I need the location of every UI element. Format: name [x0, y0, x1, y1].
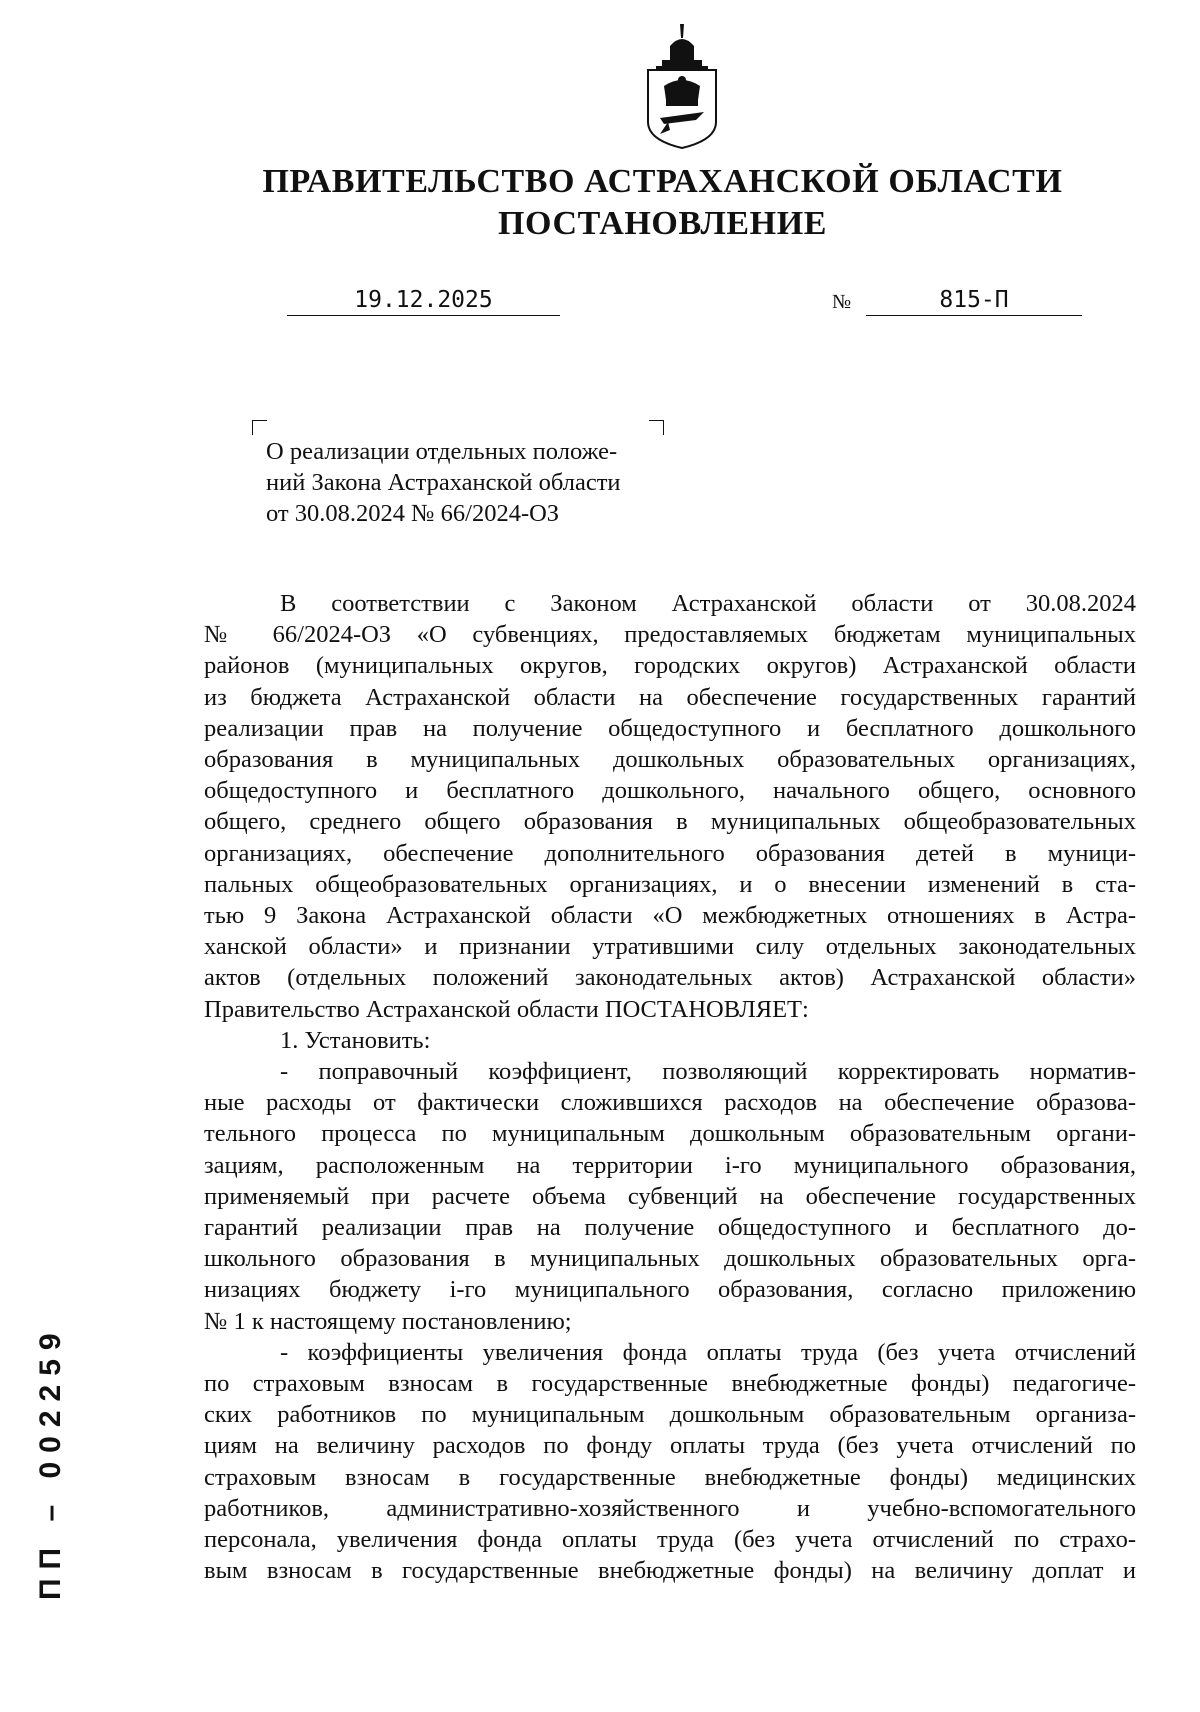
body-line: Правительство Астраханской области ПОСТАНОВЛЯЕТ: [204, 995, 809, 1023]
body-line: зациям, расположенным на территории i-го муниципального образования, [204, 1151, 1136, 1179]
body-line: применяемый при расчете объема субвенций на обеспечение государственных [204, 1182, 1136, 1210]
subject-line: О реализации отдельных положе- [266, 438, 618, 465]
body-line: районов (муниципальных округов, городских округов) Астраханской области [204, 652, 1136, 680]
body-line: В соответствии с Законом Астраханской области от 30.08.2024 [280, 590, 1136, 617]
subject-bracket-left [252, 420, 267, 435]
coat-of-arms-emblem [640, 22, 724, 152]
body-line: организациях, обеспечение дополнительного образования детей в муници- [204, 839, 1136, 867]
subject-line: от 30.08.2024 № 66/2024-ОЗ [266, 500, 560, 527]
document-number: 815-П [866, 285, 1082, 316]
body-line: вым взносам в государственные внебюджетные фонды) на величину доплат и [204, 1557, 1136, 1585]
body-line: 1. Установить: [280, 1026, 431, 1054]
body-line: пальных общеобразовательных организациях, и о внесении изменений в ста- [204, 870, 1136, 898]
body-line: из бюджета Астраханской области на обеспечение государственных гарантий [204, 683, 1136, 711]
document-date: 19.12.2025 [287, 285, 560, 316]
body-line: работников, административно-хозяйственного и учебно-вспомогательного [204, 1494, 1136, 1522]
body-line: гарантий реализации прав на получение общедоступного и бесплатного до- [204, 1214, 1136, 1242]
body-line: образования в муниципальных дошкольных образовательных организациях, [204, 746, 1136, 774]
body-line: низациях бюджету i-го муниципального образования, согласно приложению [204, 1276, 1136, 1304]
body-line: № 66/2024-ОЗ «О субвенциях, предоставляемых бюджетам муниципальных [204, 621, 1136, 649]
body-line: страховым взносам в государственные внебюджетные фонды) медицинских [204, 1463, 1136, 1491]
body-line: - коэффициенты увеличения фонда оплаты труда (без учета отчислений [280, 1338, 1136, 1366]
registration-stamp: ПП – 002259 [34, 1324, 67, 1600]
body-line: тью 9 Закона Астраханской области «О межбюджетных отношениях в Астра- [204, 902, 1136, 930]
body-line: общего, среднего общего образования в муниципальных общеобразовательных [204, 808, 1136, 836]
body-line: школьного образования в муниципальных дошкольных образовательных орга- [204, 1245, 1136, 1273]
document-type: ПОСТАНОВЛЕНИЕ [497, 205, 828, 242]
body-line: персонала, увеличения фонда оплаты труда (без учета отчислений по страхо- [204, 1526, 1136, 1554]
body-line: - поправочный коэффициент, позволяющий корректировать норматив- [280, 1058, 1136, 1086]
document-body [204, 588, 1136, 1587]
body-line: реализации прав на получение общедоступного и бесплатного дошкольного [204, 714, 1136, 742]
body-line: циям на величину расходов по фонду оплаты труда (без учета отчислений по [204, 1432, 1136, 1460]
document-subject [266, 436, 686, 529]
body-line: общедоступного и бесплатного дошкольного, начального общего, основного [204, 777, 1136, 805]
body-line: по страховым взносам в государственные внебюджетные фонды) педагогиче- [204, 1370, 1136, 1398]
body-line: ханской области» и признании утратившими силу отдельных законодательных [204, 933, 1136, 961]
body-line: ные расходы от фактически сложившихся расходов на обеспечение образова- [204, 1089, 1136, 1117]
body-line: № 1 к настоящему постановлению; [204, 1307, 572, 1335]
body-line: тельного процесса по муниципальным дошкольным образовательным органи- [204, 1120, 1136, 1148]
body-line: ских работников по муниципальным дошкольным образовательным организа- [204, 1401, 1136, 1429]
subject-bracket-right [649, 420, 664, 435]
organization-title: ПРАВИТЕЛЬСТВО АСТРАХАНСКОЙ ОБЛАСТИ [262, 163, 1063, 200]
subject-line: ний Закона Астраханской области [266, 469, 621, 496]
number-sign: № [832, 291, 852, 313]
body-line: актов (отдельных положений законодательных актов) Астраханской области» [204, 964, 1136, 992]
